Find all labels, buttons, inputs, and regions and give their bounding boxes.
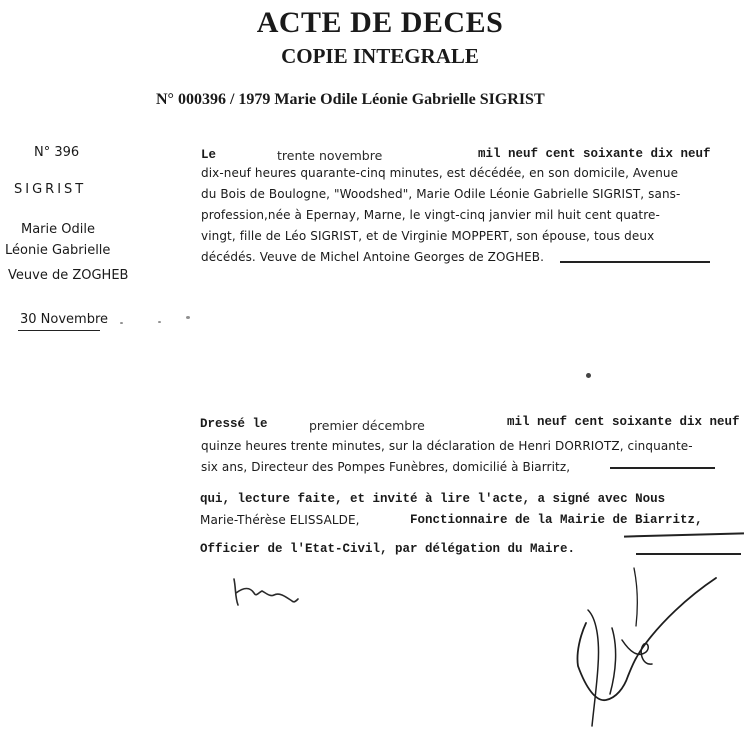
role-closing-line: [624, 532, 744, 537]
death-line-5: décédés. Veuve de Michel Antoine Georges de ZOGHEB.: [201, 250, 545, 264]
death-date-written: trente novembre: [277, 148, 383, 163]
document-subtitle: COPIE INTEGRALE: [281, 44, 479, 68]
death-line-1: dix-neuf heures quarante-cinq minutes, est décédée, en son domicile, Avenue: [201, 166, 679, 180]
margin-given-names-1: Marie Odile: [21, 222, 95, 237]
document-title: ACTE DE DECES: [256, 6, 504, 39]
drawn-line-1: quinze heures trente minutes, sur la déclaration de Henri DORRIOTZ, cinquante-: [201, 439, 693, 453]
margin-date: 30 Novembre: [20, 312, 109, 327]
death-lead: Le: [201, 148, 217, 162]
margin-given-names-2: Léonie Gabrielle: [5, 243, 111, 258]
ink-speck: [186, 316, 190, 319]
signature-line-3: Officier de l'Etat-Civil, par délégation du Maire.: [200, 542, 576, 556]
declarant-signature: [230, 575, 302, 615]
drawn-line-2: six ans, Directeur des Pompes Funèbres, domicilié à Biarritz,: [201, 460, 571, 474]
officer-signature: [566, 548, 736, 738]
margin-status: Veuve de ZOGHEB: [8, 268, 129, 283]
ink-speck: [158, 321, 161, 323]
margin-act-number: N° 396: [34, 145, 80, 160]
death-line-2: du Bois de Boulogne, "Woodshed", Marie Odile Léonie Gabrielle SIGRIST, sans-: [201, 187, 681, 201]
officer-role: Fonctionnaire de la Mairie de Biarritz,: [410, 513, 703, 527]
drawn-year-text: mil neuf cent soixante dix neuf: [507, 415, 740, 429]
drawn-date-written: premier décembre: [309, 418, 425, 433]
death-year-text: mil neuf cent soixante dix neuf: [478, 147, 711, 161]
death-line-4: vingt, fille de Léo SIGRIST, et de Virginie MOPPERT, son épouse, tous deux: [201, 229, 655, 243]
signature-line-1: qui, lecture faite, et invité à lire l'acte, a signé avec Nous: [200, 492, 666, 506]
death-line-3: profession,née à Epernay, Marne, le vingt-cinq janvier mil huit cent quatre-: [201, 208, 660, 222]
ink-speck: [586, 373, 591, 378]
drawn-closing-line: [610, 467, 715, 469]
reference-line: N° 000396 / 1979 Marie Odile Léonie Gabrielle SIGRIST: [156, 91, 545, 108]
margin-date-underline: [18, 330, 100, 331]
margin-surname: SIGRIST: [14, 182, 87, 197]
ink-speck: [120, 322, 123, 324]
drawn-lead: Dressé le: [200, 417, 268, 431]
death-closing-line: [560, 261, 710, 263]
officer-name: Marie-Thérèse ELISSALDE,: [200, 513, 360, 527]
